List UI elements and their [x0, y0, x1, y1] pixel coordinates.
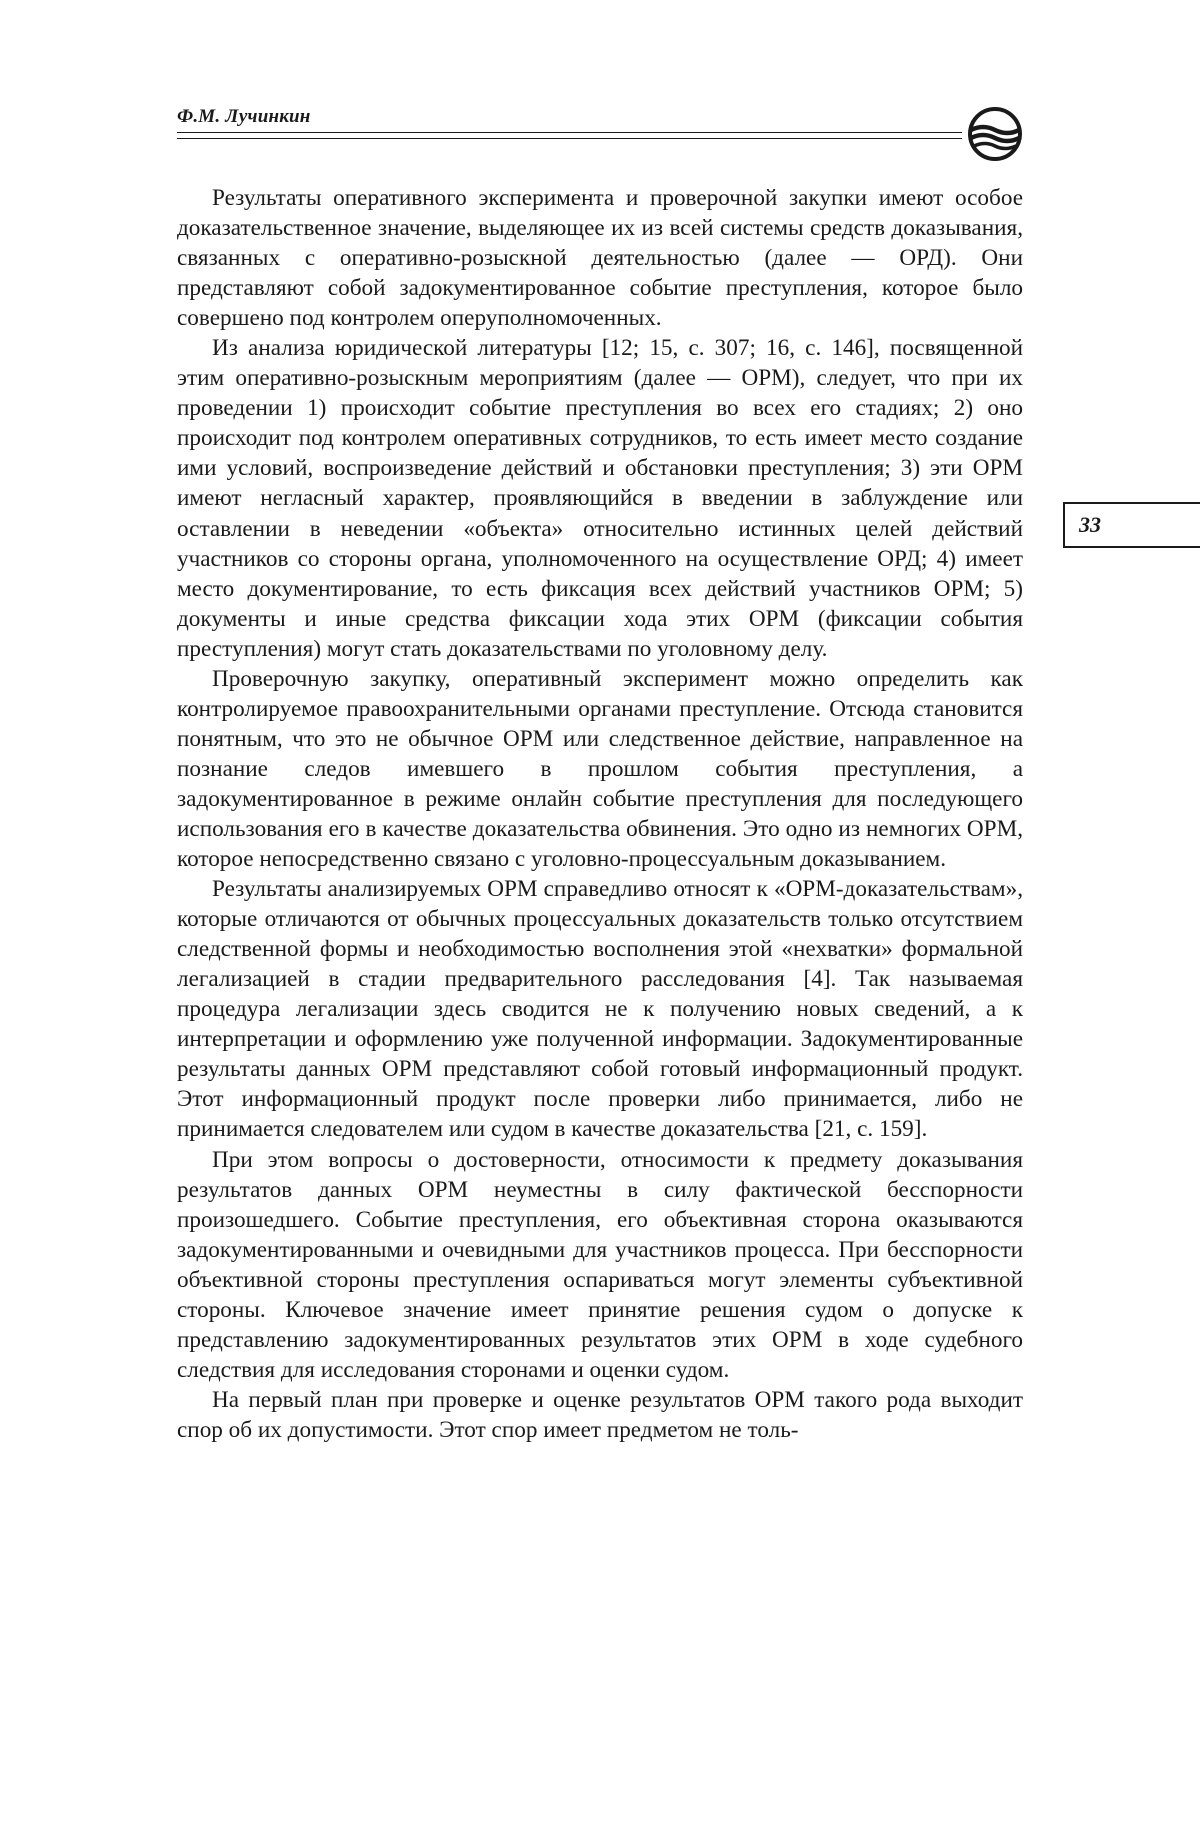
running-head: Ф.М. Лучинкин: [177, 106, 311, 127]
header-rule-bottom: [177, 138, 962, 139]
paragraph: При этом вопросы о достоверности, относимости к предмету доказывания результатов данных ОРМ неуместны в силу фактической бесспорности произошедшего. Событие преступления, его объективная сторона оказываются задокументированными и очевидными для участников процесса. При бесспорности объективной стороны преступления оспариваться могут элементы субъективной стороны. Ключевое значение имеет принятие решения судом о допуске к представлению задокументированных результатов этих ОРМ в ходе судебного следствия для исследования сторонами и оценки судом.: [177, 1146, 1023, 1383]
header-rule-top: [177, 132, 962, 133]
publisher-logo-icon: [965, 104, 1025, 164]
paragraph: Результаты оперативного эксперимента и проверочной закупки имеют особое доказательственное значение, выделяющее их из всей системы средств доказывания, связанных с оперативно-розыскной деятельностью (далее — ОРД). Они представляют собой задокументированное событие преступления, которое было совершено под контролем оперуполномоченных.: [177, 185, 1023, 332]
page-number: 33: [1079, 512, 1101, 537]
paragraph: Проверочную закупку, оперативный эксперимент можно определить как контролируемое правоохранительными органами преступление. Отсюда становится понятным, что это не обычное ОРМ или следственное действие, направленное на познание следов имевшего в прошлом события преступления, а задокументированное в режиме онлайн событие преступления для последующего использования его в качестве доказательства обвинения. Это одно из немногих ОРМ, которое непосредственно связано с уголовно-процессуальным доказыванием.: [177, 665, 1023, 873]
paragraph: На первый план при проверке и оценке результатов ОРМ такого рода выходит спор об их допустимости. Этот спор имеет предметом не толь-: [177, 1386, 1023, 1443]
paragraph: Из анализа юридической литературы [12; 15, с. 307; 16, с. 146], посвященной этим оперативно-розыскным мероприятиям (далее — ОРМ), следует, что при их проведении 1) происходит событие преступления во всех его стадиях; 2) оно происходит под контролем оперативных сотрудников, то есть имеет место создание ими условий, воспроизведение действий и обстановки преступления; 3) эти ОРМ имеют негласный характер, проявляющийся в введении в заблуждение или оставлении в неведении «объекта» относительно истинных целей действий участников со стороны органа, уполномоченного на осуществление ОРД; 4) имеет место документирование, то есть фиксация всех действий участников ОРМ; 5) документы и иные средства фиксации хода этих ОРМ (фиксации события преступления) могут стать доказательствами по уголовному делу.: [177, 335, 1023, 662]
body-text: [177, 183, 1023, 1445]
page-number-tab: [1063, 502, 1200, 548]
paragraph: Результаты анализируемых ОРМ справедливо относят к «ОРМ-доказательствам», которые отличаются от обычных процессуальных доказательств только отсутствием следственной формы и необходимостью восполнения этой «нехватки» формальной легализацией в стадии предварительного расследования [4]. Так называемая процедура легализации здесь сводится не к получению новых сведений, а к интерпретации и оформлению уже полученной информации. Задокументированные результаты данных ОРМ представляют собой готовый информационный продукт. Этот информационный продукт после проверки либо принимается, либо не принимается следователем или судом в качестве доказательства [21, с. 159].: [177, 876, 1023, 1143]
